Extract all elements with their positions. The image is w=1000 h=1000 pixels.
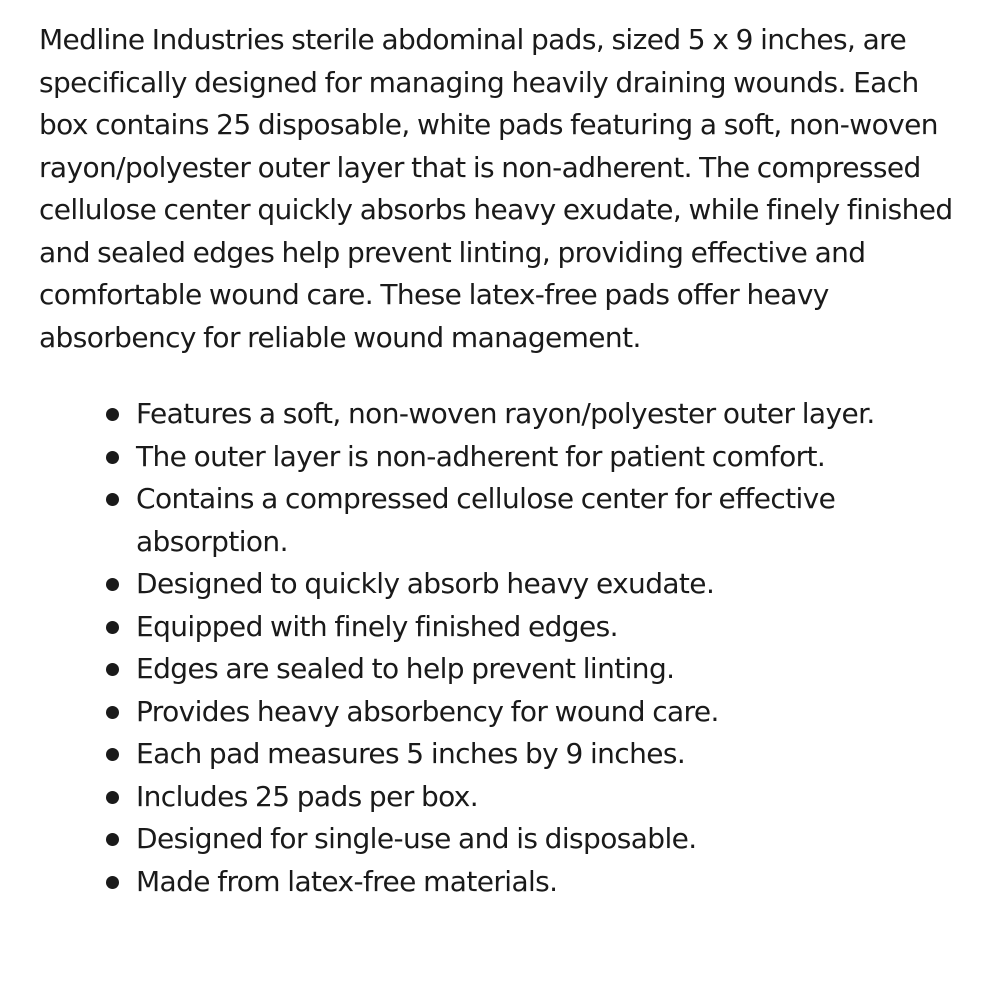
product-description-section [39, 19, 969, 903]
feature-text: Contains a compressed cellulose center for effective absorption. [136, 482, 836, 558]
feature-list-item [136, 733, 969, 776]
feature-text: Made from latex-free materials. [136, 864, 558, 898]
product-description: Medline Industries sterile abdominal pads, sized 5 x 9 inches, are specifically designed for managing heavily draining wounds. Each box contains 25 disposable, white pads featuring a soft, non-woven rayon/polyester outer layer that is non-adherent. The compressed cellulose center quickly absorbs heavy exudate, while finely finished and sealed edges help prevent linting, providing effective and comfortable wound care. These latex-free pads offer heavy absorbency for reliable wound management. [39, 23, 953, 354]
bullet-icon [106, 748, 119, 761]
feature-list-item [136, 648, 969, 691]
bullet-icon [106, 706, 119, 719]
feature-list-item [136, 436, 969, 479]
feature-list [39, 393, 969, 903]
bullet-icon [106, 408, 119, 421]
feature-text: Features a soft, non-woven rayon/polyester outer layer. [136, 397, 875, 430]
feature-text: Designed for single-use and is disposable. [136, 822, 697, 855]
feature-list-item [136, 691, 969, 734]
feature-list-item [136, 563, 969, 606]
feature-text: Equipped with finely finished edges. [136, 609, 618, 643]
feature-text: Edges are sealed to help prevent linting. [136, 652, 675, 685]
bullet-icon [106, 578, 119, 591]
feature-list-item [136, 861, 969, 904]
feature-list-item [136, 776, 969, 819]
feature-text: Each pad measures 5 inches by 9 inches. [136, 737, 686, 770]
bullet-icon [106, 493, 119, 506]
bullet-icon [106, 833, 119, 846]
feature-text: Designed to quickly absorb heavy exudate. [136, 567, 715, 600]
feature-list-item [136, 478, 969, 563]
bullet-icon [106, 621, 119, 634]
bullet-icon [106, 791, 119, 804]
bullet-icon [106, 451, 119, 464]
bullet-icon [106, 876, 119, 889]
feature-list-item [136, 606, 969, 649]
feature-list-item [136, 818, 969, 861]
bullet-icon [106, 663, 119, 676]
feature-list-item [136, 393, 969, 436]
feature-text: Provides heavy absorbency for wound care. [136, 694, 719, 728]
feature-text: Includes 25 pads per box. [136, 779, 479, 813]
feature-text: The outer layer is non-adherent for patient comfort. [136, 439, 826, 473]
